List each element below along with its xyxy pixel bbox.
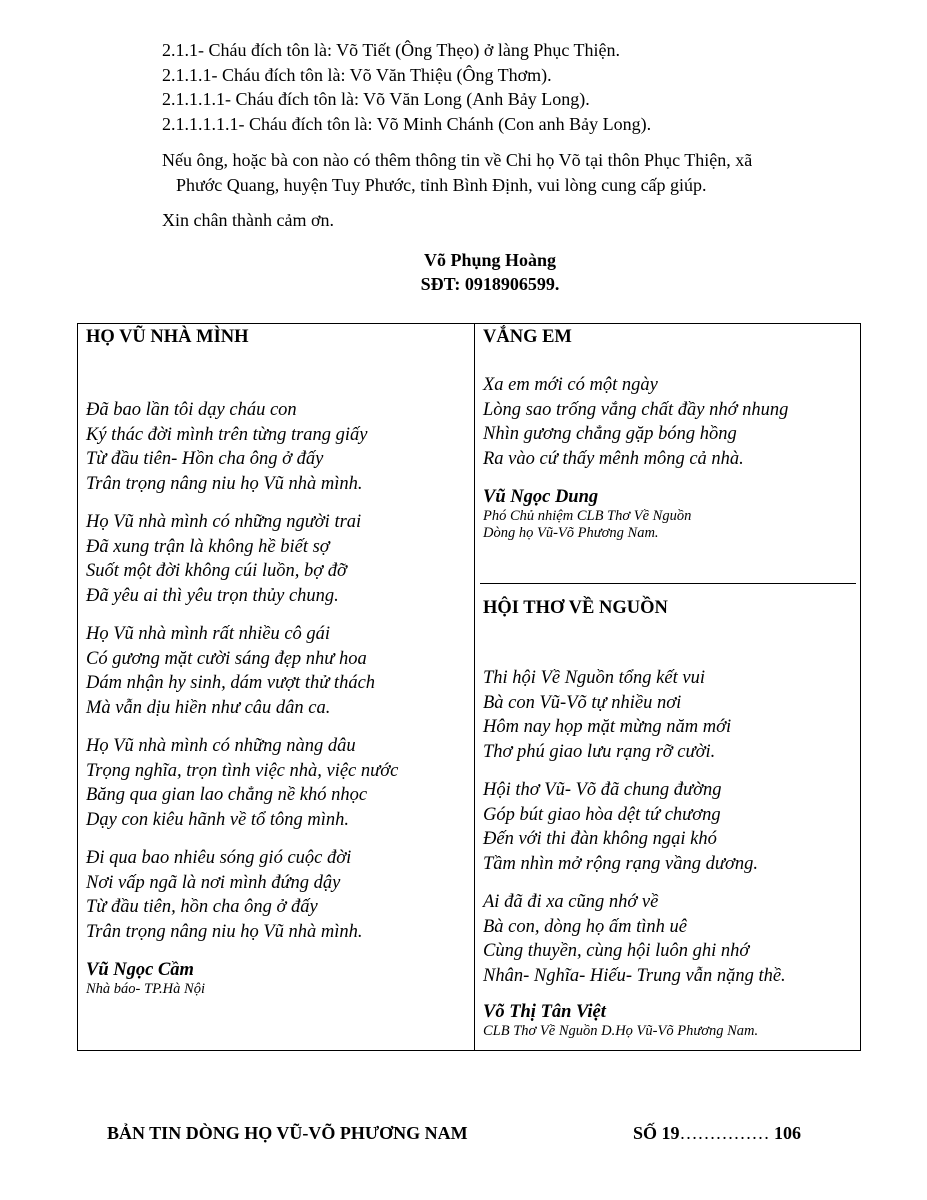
- signer-block: [0, 248, 927, 296]
- lineage-item: 2.1.1.1- Cháu đích tôn là: Võ Văn Thiệu (Ông Thơm).: [162, 64, 552, 85]
- poem-title: HỘI THƠ VỀ NGUỒN: [483, 598, 668, 618]
- lineage-item: 2.1.1- Cháu đích tôn là: Võ Tiết (Ông Thẹo) ở làng Phục Thiện.: [162, 40, 620, 60]
- author-affiliation: Dòng họ Vũ-Võ Phương Nam.: [483, 525, 659, 541]
- poem-author: Võ Thị Tân Việt: [483, 1002, 606, 1022]
- verse-line: Hôm nay họp mặt mừng năm mới: [483, 717, 732, 737]
- verse-line: Thi hội Về Nguồn tổng kết vui: [483, 668, 705, 688]
- verse-line: Dám nhận hy sinh, dám vượt thử thách: [86, 673, 376, 693]
- poem-hoi-tho-ve-nguon: [483, 598, 855, 1040]
- request-line-2: Phước Quang, huyện Tuy Phước, tỉnh Bình Định, vui lòng cung cấp giúp.: [176, 175, 707, 195]
- stanza: [86, 398, 466, 496]
- verse-line: Xa em mới có một ngày: [483, 375, 658, 395]
- verse-line: Tầm nhìn mở rộng rạng vầng dương.: [483, 853, 758, 874]
- verse-line: Bà con Vũ-Võ tự nhiều nơi: [483, 692, 682, 713]
- verse-line: Bà con, dòng họ ấm tình uê: [483, 916, 687, 937]
- poem-separator: [480, 583, 856, 584]
- verse-line: Đã yêu ai thì yêu trọn thủy chung.: [86, 585, 339, 606]
- verse-line: Họ Vũ nhà mình rất nhiều cô gái: [86, 624, 331, 644]
- verse-line: Suốt một đời không cúi luồn, bợ đỡ: [86, 561, 347, 581]
- verse-line: Hội thơ Vũ- Võ đã chung đường: [483, 780, 722, 800]
- verse-line: Dạy con kiêu hãnh về tổ tông mình.: [86, 809, 350, 830]
- stanza: [86, 510, 466, 608]
- author-affiliation: Phó Chủ nhiệm CLB Thơ Về Nguồn: [483, 508, 692, 524]
- verse-line: Họ Vũ nhà mình có những nàng dâu: [86, 736, 356, 756]
- leader-dots: ……………: [679, 1123, 770, 1143]
- info-request: [162, 148, 862, 198]
- stanza: [86, 734, 466, 832]
- verse-line: Đã bao lần tôi dạy cháu con: [86, 400, 297, 420]
- verse-line: Mà vẫn dịu hiền như câu dân ca.: [86, 697, 331, 718]
- verse-line: Họ Vũ nhà mình có những người trai: [86, 512, 362, 532]
- verse-line: Từ đầu tiên- Hồn cha ông ở đấy: [86, 449, 324, 469]
- poem-ho-vu-nha-minh: [86, 324, 466, 998]
- stanza: [483, 778, 855, 876]
- poem-vang-em: [483, 324, 855, 542]
- footer-publication: BẢN TIN DÒNG HỌ VŨ-VÕ PHƯƠNG NAM: [107, 1123, 468, 1143]
- stanza: [483, 373, 855, 471]
- signer-phone: SĐT: 0918906599.: [420, 274, 560, 294]
- verse-line: Góp bút giao hòa dệt tứ chương: [483, 804, 721, 825]
- lineage-item: 2.1.1.1.1.1- Cháu đích tôn là: Võ Minh Chánh (Con anh Bảy Long).: [162, 113, 652, 134]
- poem-table: [77, 323, 861, 1051]
- verse-line: Đã xung trận là không hề biết sợ: [86, 536, 330, 557]
- page-number: 106: [774, 1123, 802, 1143]
- verse-line: Đến với thi đàn không ngại khó: [483, 829, 717, 849]
- stanza: [483, 890, 855, 988]
- verse-line: Nhìn gương chẳng gặp bóng hồng: [483, 424, 737, 444]
- verse-line: Trân trọng nâng niu họ Vũ nhà mình.: [86, 921, 363, 942]
- verse-line: Cùng thuyền, cùng hội luôn ghi nhớ: [483, 941, 750, 961]
- footer-issue: [633, 1123, 801, 1144]
- author-affiliation: Nhà báo- TP.Hà Nội: [86, 981, 205, 997]
- issue-number: SỐ 19: [633, 1123, 680, 1143]
- poem-author: Vũ Ngọc Dung: [483, 487, 599, 507]
- stanza: [86, 846, 466, 944]
- verse-line: Trọng nghĩa, trọn tình việc nhà, việc nước: [86, 760, 399, 781]
- verse-line: Ra vào cứ thấy mênh mông cả nhà.: [483, 448, 744, 469]
- lineage-item: 2.1.1.1.1- Cháu đích tôn là: Võ Văn Long (Anh Bảy Long).: [162, 89, 590, 109]
- verse-line: Có gương mặt cười sáng đẹp như hoa: [86, 648, 367, 669]
- verse-line: Nhân- Nghĩa- Hiếu- Trung vẫn nặng thề.: [483, 965, 786, 986]
- verse-line: Ai đã đi xa cũng nhớ về: [483, 892, 659, 912]
- request-line-1: Nếu ông, hoặc bà con nào có thêm thông tin về Chi họ Võ tại thôn Phục Thiện, xã: [162, 150, 753, 170]
- verse-line: Nơi vấp ngã là nơi mình đứng dậy: [86, 872, 341, 893]
- verse-line: Thơ phú giao lưu rạng rỡ cười.: [483, 741, 716, 762]
- verse-line: Trân trọng nâng niu họ Vũ nhà mình.: [86, 473, 363, 494]
- verse-line: Ký thác đời mình trên từng trang giấy: [86, 424, 368, 445]
- column-divider: [474, 324, 475, 1050]
- poem-author: Vũ Ngọc Cầm: [86, 960, 194, 980]
- poem-title: HỌ VŨ NHÀ MÌNH: [86, 327, 249, 347]
- stanza: [483, 666, 855, 764]
- verse-line: Băng qua gian lao chẳng nề khó nhọc: [86, 785, 368, 805]
- author-affiliation: CLB Thơ Về Nguồn D.Họ Vũ-Võ Phương Nam.: [483, 1023, 759, 1039]
- verse-line: Từ đầu tiên, hồn cha ông ở đấy: [86, 897, 318, 917]
- poem-title: VẮNG EM: [483, 327, 572, 347]
- verse-line: Đi qua bao nhiêu sóng gió cuộc đời: [86, 848, 352, 868]
- lineage-list: [162, 38, 651, 136]
- stanza: [86, 622, 466, 720]
- thanks-note: Xin chân thành cảm ơn.: [162, 210, 334, 230]
- verse-line: Lòng sao trống vắng chất đầy nhớ nhung: [483, 399, 789, 420]
- signer-name: Võ Phụng Hoàng: [423, 250, 557, 270]
